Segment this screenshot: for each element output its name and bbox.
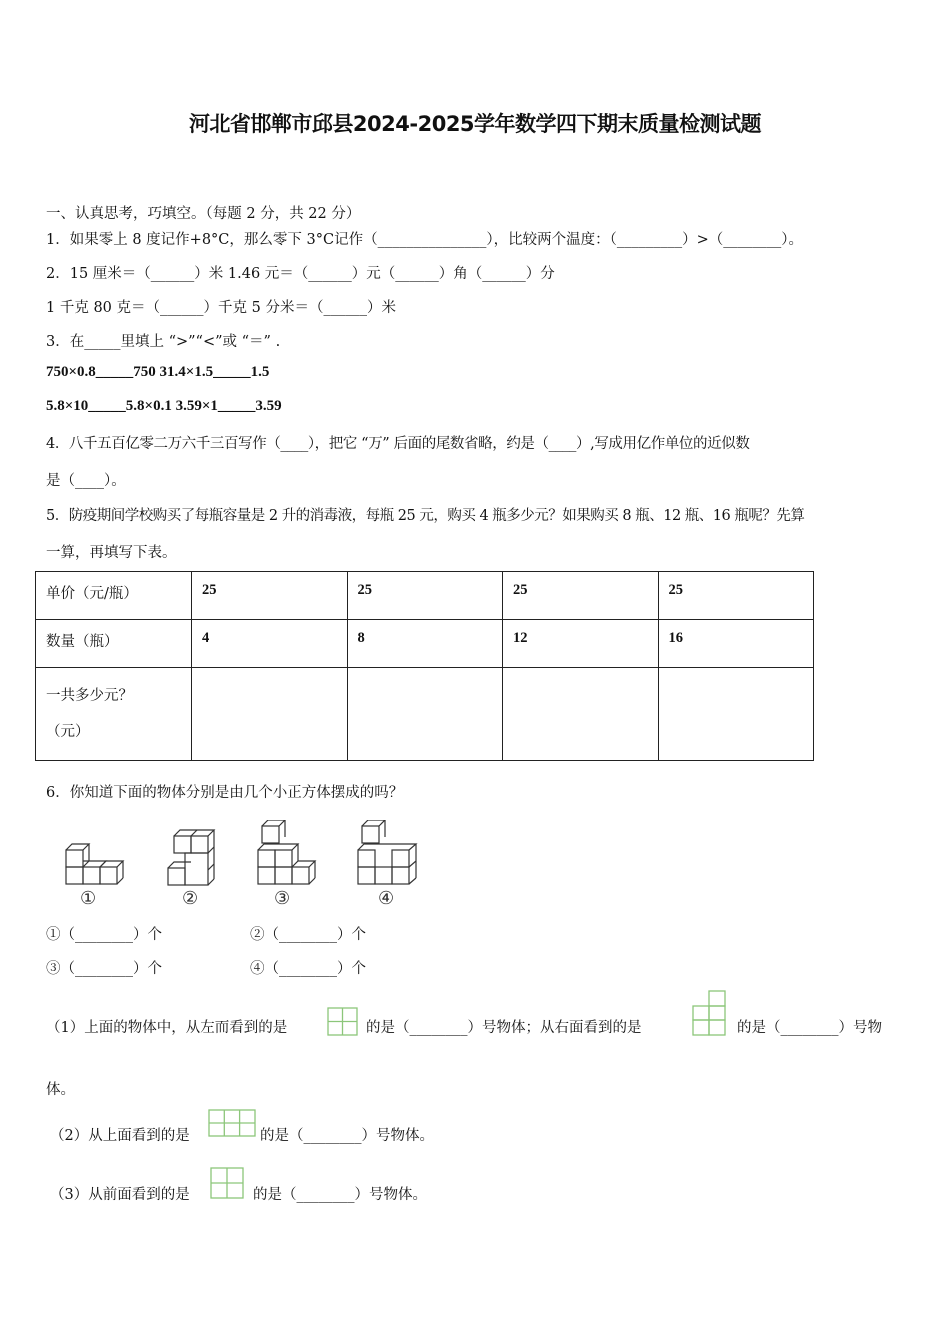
question-3-line1: 3．在_____里填上 “>”“<”或 “＝” . bbox=[46, 334, 281, 350]
table-cell: 4 bbox=[192, 620, 348, 668]
subquestion-3-part1: （3）从前面看到的是 bbox=[50, 1187, 190, 1203]
answer-cell[interactable] bbox=[503, 668, 659, 761]
right-view-grid-icon bbox=[692, 990, 726, 1036]
row-label-line2: （元） bbox=[46, 724, 90, 740]
cube-figure-2 bbox=[166, 828, 220, 887]
table-cell: 8 bbox=[347, 620, 503, 668]
question-6: 6．你知道下面的物体分别是由几个小正方体摆成的吗？ bbox=[46, 785, 404, 801]
figure-label-1: ① bbox=[80, 888, 97, 909]
subquestion-2-part1: （2）从上面看到的是 bbox=[50, 1128, 190, 1144]
question-5-line2: 一算，再填写下表。 bbox=[46, 545, 177, 561]
table-row bbox=[36, 620, 814, 668]
table-cell: 25 bbox=[192, 572, 348, 620]
left-view-grid-icon bbox=[327, 1007, 358, 1036]
section-heading: 一、认真思考，巧填空。（每题 2 分，共 22 分） bbox=[46, 206, 361, 222]
subquestion-1-part3: 的是（________）号物 bbox=[737, 1020, 882, 1036]
question-3-line2: 750×0.8_____750 31.4×1.5_____1.5 bbox=[46, 364, 270, 380]
figure-label-2: ② bbox=[182, 888, 199, 909]
question-2-line1: 2．15 厘米＝（______）米 1.46 元＝（______）元（______）角（______）分 bbox=[46, 266, 555, 282]
table-row bbox=[36, 572, 814, 620]
subquestion-3-part2: 的是（________）号物体。 bbox=[253, 1187, 427, 1203]
subquestion-1-continued: 体。 bbox=[46, 1082, 75, 1098]
row-label bbox=[36, 668, 192, 761]
subquestion-1-part2: 的是（________）号物体；从右面看到的是 bbox=[366, 1020, 642, 1036]
price-table bbox=[35, 571, 814, 761]
front-view-grid-icon bbox=[210, 1167, 244, 1199]
row-label-line1: 一共多少元？ bbox=[46, 688, 133, 704]
question-2-line2: 1 千克 80 克＝（______）千克 5 分米＝（______）米 bbox=[46, 300, 396, 316]
table-cell: 25 bbox=[503, 572, 659, 620]
question-4-line1: 4．八千五百亿零二万六千三百写作（____），把它 “万” 后面的尾数省略，约是（____）,写成用亿作单位的近似数 bbox=[46, 436, 750, 452]
table-cell: 12 bbox=[503, 620, 659, 668]
question-4-line2: 是（____）。 bbox=[46, 473, 126, 489]
table-row bbox=[36, 668, 814, 761]
answer-1[interactable]: ①（________）个 bbox=[46, 927, 162, 943]
answer-cell[interactable] bbox=[192, 668, 348, 761]
figure-label-3: ③ bbox=[274, 888, 291, 909]
table-cell: 25 bbox=[347, 572, 503, 620]
row-label: 数量（瓶） bbox=[36, 620, 192, 668]
subquestion-1-part1: （1）上面的物体中，从左而看到的是 bbox=[46, 1020, 288, 1036]
page-title: 河北省邯郸市邱县2024-2025学年数学四下期末质量检测试题 bbox=[188, 112, 762, 136]
answer-cell[interactable] bbox=[347, 668, 503, 761]
cube-figure-3 bbox=[256, 820, 318, 888]
question-3-line3: 5.8×10_____5.8×0.1 3.59×1_____3.59 bbox=[46, 398, 282, 414]
table-cell: 16 bbox=[658, 620, 814, 668]
answer-4[interactable]: ④（________）个 bbox=[250, 961, 366, 977]
cube-figure-4 bbox=[356, 820, 420, 888]
question-1: 1．如果零上 8 度记作+8°C，那么零下 3°C记作（_______________），比较两个温度：（_________）>（________）。 bbox=[46, 232, 803, 248]
answer-2[interactable]: ②（________）个 bbox=[250, 927, 366, 943]
answer-3[interactable]: ③（________）个 bbox=[46, 961, 162, 977]
row-label: 单价（元/瓶） bbox=[36, 572, 192, 620]
figure-label-4: ④ bbox=[378, 888, 395, 909]
cube-figure-1 bbox=[64, 833, 126, 887]
answer-cell[interactable] bbox=[658, 668, 814, 761]
table-cell: 25 bbox=[658, 572, 814, 620]
subquestion-2-part2: 的是（________）号物体。 bbox=[260, 1128, 434, 1144]
top-view-grid-icon bbox=[208, 1109, 256, 1137]
question-5-line1: 5．防疫期间学校购买了每瓶容量是 2 升的消毒液，每瓶 25 元，购买 4 瓶多少元？如果购买 8 瓶、12 瓶、16 瓶呢？先算 bbox=[46, 508, 805, 524]
